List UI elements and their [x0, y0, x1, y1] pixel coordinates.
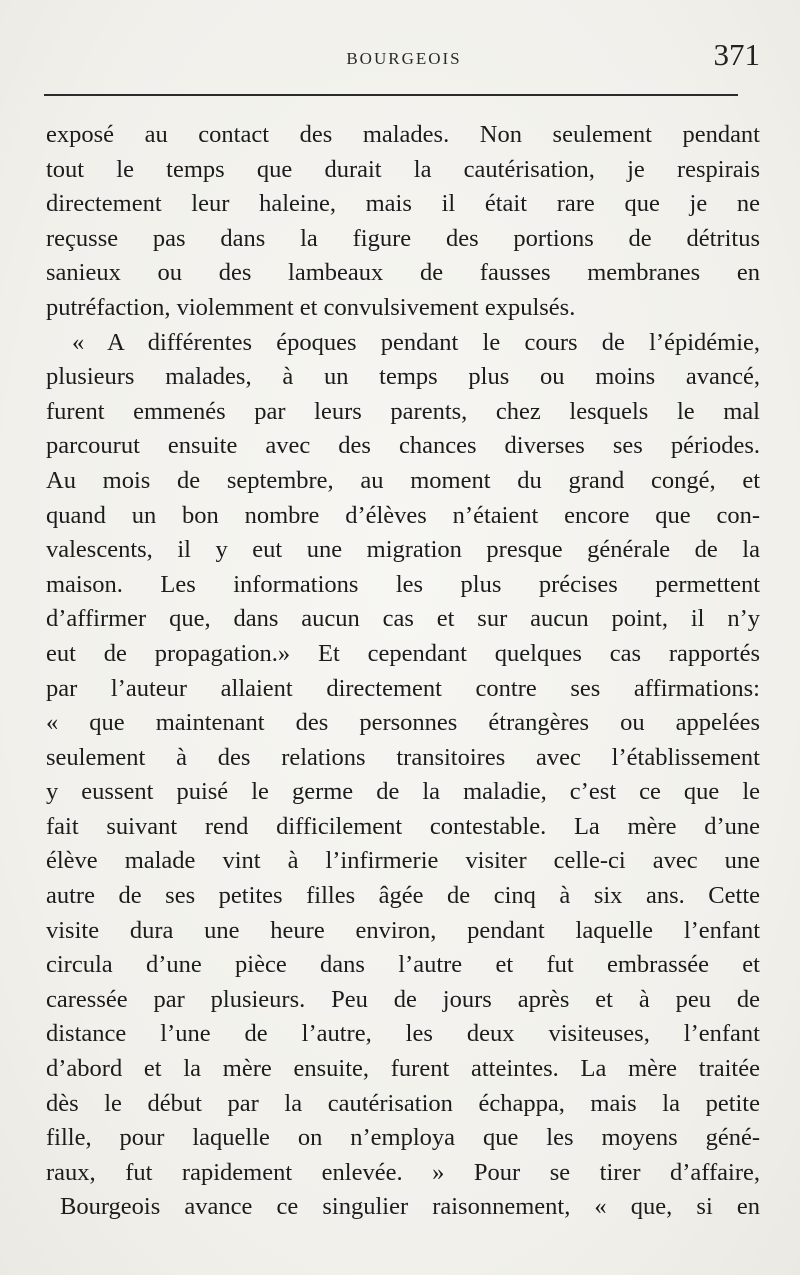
header-rule — [44, 94, 738, 96]
text-line: eut de propagation.» Et cependant quelques cas rapportés — [46, 639, 760, 667]
text-line: « A différentes époques pendant le cours de l’épidémie, — [72, 328, 760, 356]
text-line: plusieurs malades, à un temps plus ou moins avancé, — [46, 363, 760, 391]
text-line: élève malade vint à l’infirmerie visiter celle-ci avec une — [46, 847, 760, 875]
page-header — [44, 30, 764, 90]
running-title: BOURGEOIS — [346, 49, 462, 68]
body-text — [46, 118, 760, 1225]
text-line: y eussent puisé le germe de la maladie, c’est ce que le — [46, 778, 760, 806]
text-line: visite dura une heure environ, pendant laquelle l’enfant — [46, 916, 760, 944]
text-line: parcourut ensuite avec des chances diverses ses périodes. — [46, 432, 760, 460]
text-line: circula d’une pièce dans l’autre et fut embrassée et — [46, 951, 760, 979]
text-line: seulement à des relations transitoires avec l’établissement — [46, 743, 760, 771]
text-line: par l’auteur allaient directement contre ses affirmations: — [46, 674, 760, 702]
text-line: d’affirmer que, dans aucun cas et sur aucun point, il n’y — [46, 605, 760, 633]
text-line: fait suivant rend difficilement contestable. La mère d’une — [46, 812, 760, 840]
text-line: raux, fut rapidement enlevée. » Pour se tirer d’affaire, — [46, 1158, 760, 1186]
text-line: maison. Les informations les plus précises permettent — [46, 570, 760, 598]
text-line: fille, pour laquelle on n’employa que les moyens géné- — [46, 1124, 760, 1152]
text-line: distance l’une de l’autre, les deux visiteuses, l’enfant — [46, 1020, 760, 1048]
text-line: Bourgeois avance ce singulier raisonnement, « que, si en — [60, 1193, 760, 1221]
text-line: valescents, il y eut une migration presque générale de la — [46, 536, 760, 564]
text-line: furent emmenés par leurs parents, chez lesquels le mal — [46, 397, 760, 425]
text-line: tout le temps que durait la cautérisation, je respirais — [46, 155, 760, 183]
text-line: autre de ses petites filles âgée de cinq à six ans. Cette — [46, 882, 760, 910]
text-line: putréfaction, violemment et convulsivement expulsés. — [46, 293, 576, 321]
page-number: 371 — [713, 37, 760, 72]
text-line: reçusse pas dans la figure des portions de détritus — [46, 224, 760, 252]
text-line: d’abord et la mère ensuite, furent atteintes. La mère traitée — [46, 1055, 760, 1083]
text-line: dès le début par la cautérisation échappa, mais la petite — [46, 1089, 760, 1117]
text-line: directement leur haleine, mais il était rare que je ne — [46, 190, 760, 218]
text-line: quand un bon nombre d’élèves n’étaient encore que con- — [46, 501, 760, 529]
text-line: sanieux ou des lambeaux de fausses membranes en — [46, 259, 760, 287]
text-line: Au mois de septembre, au moment du grand congé, et — [46, 466, 760, 494]
text-line: « que maintenant des personnes étrangères ou appelées — [46, 709, 760, 737]
text-line: exposé au contact des malades. Non seulement pendant — [46, 121, 760, 148]
text-line: caressée par plusieurs. Peu de jours après et à peu de — [46, 985, 760, 1013]
